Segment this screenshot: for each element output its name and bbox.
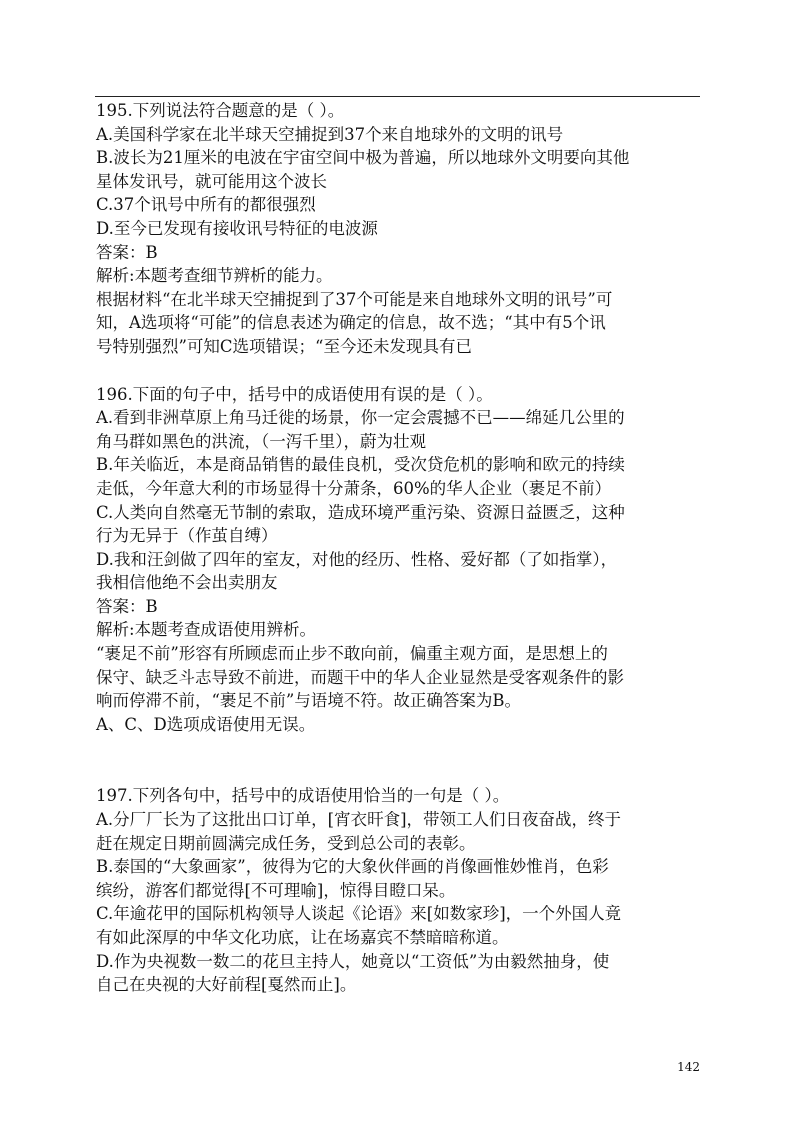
spacer [96, 736, 701, 784]
option-d: D.至今已发现有接收讯号特征的电波源 [96, 218, 378, 238]
analysis-title: 解析:本题考查成语使用辨析。 [96, 620, 317, 640]
option-b: B.泰国的“大象画家”，彼得为它的大象伙伴画的肖像画惟妙惟肖，色彩 [96, 857, 609, 877]
question-text: 197.下列各句中，括号中的成语使用恰当的一句是（ ）。 [96, 786, 510, 806]
option-c: C.人类向自然毫无节制的索取，造成环境严重污染、资源日益匮乏，这种 [96, 502, 625, 522]
option-b: B.年关临近，本是商品销售的最佳良机，受次贷危机的影响和欧元的持续 [96, 455, 625, 475]
option-b-cont: 走低，今年意大利的市场显得十分萧条，60%的华人企业（裹足不前） [96, 478, 612, 498]
option-c-cont: 行为无异于（作茧自缚） [96, 526, 278, 546]
option-a-cont: 角马群如黑色的洪流，（一泻千里），蔚为壮观 [96, 431, 426, 451]
option-b-cont: 星体发讯号，就可能用这个波长 [96, 171, 327, 191]
question-text: 196.下面的句子中，括号中的成语使用有误的是（ ）。 [96, 384, 493, 404]
option-b-cont: 缤纷，游客们都觉得[不可理喻]，惊得目瞪口呆。 [96, 880, 456, 900]
question-text: 195.下列说法符合题意的是（ ）。 [96, 101, 345, 120]
option-a: A.美国科学家在北半球天空捕捉到37个来自地球外的文明的讯号 [96, 124, 564, 144]
option-d: D.我和汪剑做了四年的室友，对他的经历、性格、爱好都（了如指掌）， [96, 549, 618, 569]
analysis-line: 保守、缺乏斗志导致不前进，而题干中的华人企业显然是受客观条件的影 [96, 667, 624, 687]
option-d-cont: 我相信他绝不会出卖朋友 [96, 573, 278, 593]
option-d-cont: 自己在央视的大好前程[戛然而止]。 [96, 975, 357, 995]
analysis-line: “裹足不前”形容有所顾虑而止步不敢向前，偏重主观方面，是思想上的 [96, 644, 608, 664]
analysis-line: 根据材料“在北半球天空捕捉到了37个可能是来自地球外文明的讯号”可 [96, 289, 613, 309]
question-196 [96, 383, 701, 737]
analysis-line: A、C、D选项成语使用无误。 [96, 714, 316, 734]
option-a: A.分厂厂长为了这批出口订单，[宵衣旰食]，带领工人们日夜奋战，终于 [96, 810, 622, 830]
page-content [96, 99, 701, 997]
option-c: C.年逾花甲的国际机构领导人谈起《论语》来[如数家珍]，一个外国人竟 [96, 904, 622, 924]
analysis-line: 知，A选项将“可能”的信息表述为确定的信息，故不选；“其中有5个讯 [96, 313, 606, 333]
question-197 [96, 784, 701, 996]
analysis-line: 号特别强烈”可知C选项错误；“至今还未发现具有已 [96, 336, 472, 356]
option-d: D.作为央视数一数二的花旦主持人，她竟以“工资低”为由毅然抽身，使 [96, 951, 610, 971]
analysis-title: 解析:本题考查细节辨析的能力。 [96, 266, 333, 286]
answer: 答案：B [96, 596, 158, 616]
option-c-cont: 有如此深厚的中华文化功底，让在场嘉宾不禁暗暗称道。 [96, 928, 509, 947]
page-number: 142 [677, 1060, 700, 1074]
option-a: A.看到非洲草原上角马迁徙的场景，你一定会震撼不已——绵延几公里的 [96, 408, 625, 428]
option-b: B.波长为21厘米的电波在宇宙空间中极为普遍，所以地球外文明要向其他 [96, 148, 630, 168]
header-rule [95, 96, 700, 97]
analysis-line: 响而停滞不前，“裹足不前”与语境不符。故正确答案为B。 [96, 691, 521, 711]
question-195 [96, 99, 701, 359]
option-a-cont: 赶在规定日期前圆满完成任务，受到总公司的表彰。 [96, 833, 476, 853]
option-c: C.37个讯号中所有的都很强烈 [96, 195, 316, 215]
spacer [96, 359, 701, 383]
answer: 答案：B [96, 242, 158, 262]
